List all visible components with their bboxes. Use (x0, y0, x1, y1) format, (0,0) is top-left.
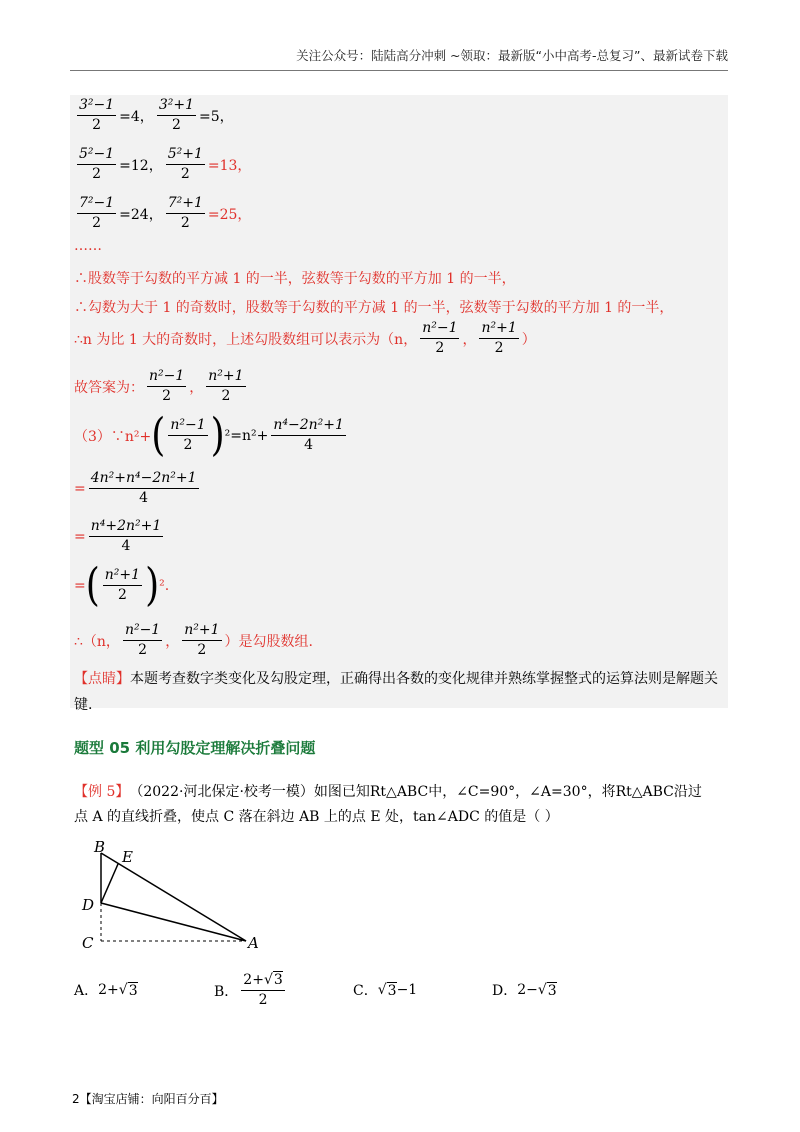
equation-step-1: = $\frac{\text{4n²+n⁴−2n²+1}}{4}$ (74, 470, 197, 506)
label-c: C (82, 934, 94, 952)
part-3-equation: （3）∵n²+ ( $\frac{\text{n²−1}}{2}$ ) ²=n²+ $\frac{\text{n⁴−2n²+1}}{4}$ (74, 409, 344, 461)
example-line-2: 点 A 的直线折叠，使点 C 落在斜边 AB 上的点 E 处，tan∠ADC 的值是（ ） (74, 809, 559, 825)
statement-3: ∴n 为比 1 大的奇数时，上述勾股数组可以表示为（n， $\frac{\text{n²−1}}{2}$ ， $\frac{\text{n²+1}}{2}$ ） (74, 320, 536, 356)
choice-c[interactable]: C． √ 3 −1 (353, 982, 418, 999)
calc-row-3: $\frac{\text{7²−1}}{2}$ =24， $\frac{\text{7²+1}}{2}$ =25， (79, 195, 252, 231)
section-title: 题型 05 利用勾股定理解决折叠问题 (74, 739, 316, 757)
tip-line-2: 键. (74, 697, 93, 713)
fraction-numerator: 3²−1 (77, 97, 116, 116)
tip-label: 【点睛】 (74, 671, 130, 687)
tip-line: 【点睛】 本题考查数字类变化及勾股定理，正确得出各数的变化规律并熟练掌握整式的运算法则是解题关 (74, 668, 718, 688)
answer-line: 故答案为： $\frac{\text{n²−1}}{2}$ ， $\frac{\text{n²+1}}{2}$ (74, 368, 244, 404)
page-header: 关注公众号：陆陆高分冲刺 ~领取：最新版“小中高考-总复习”、最新试卷下载 (296, 48, 728, 63)
example-line-1: 【例 5】 （2022·河北保定·校考一模）如图已知Rt△ABC中，∠C=90°，∠A=30°，将Rt△ABC沿过 (74, 781, 702, 801)
segment-de (101, 864, 118, 903)
calc-row-1: $\frac{\text{3²−1}}{2}$ =4， $\frac{\text{3²+1}}{2}$ =5， (79, 97, 234, 133)
choice-a[interactable]: A． 2+ √ 3 (74, 982, 138, 999)
header-divider (70, 70, 728, 71)
label-d: D (82, 896, 95, 914)
statement-2: ∴勾数为大于 1 的奇数时，股数等于勾数的平方减 1 的一半，弦数等于勾数的平方加 1 的一半， (74, 300, 674, 316)
label-a: A (248, 934, 259, 952)
example-label: 【例 5】 (74, 784, 130, 800)
choice-b[interactable]: B． $\frac{2+√3}{2}$ (214, 972, 283, 1008)
triangle-figure (76, 838, 276, 958)
conclusion: ∴（n， $\frac{\text{n²−1}}{2}$ ， $\frac{\text{n²+1}}{2}$ ）是勾股数组. (74, 622, 313, 658)
label-b: B (94, 838, 106, 856)
label-e: E (122, 848, 133, 866)
segment-da (101, 903, 246, 941)
equation-step-2: = $\frac{\text{n⁴+2n²+1}}{4}$ (74, 518, 162, 554)
equation-step-3: = ( $\frac{\text{n²+1}}{2}$ ) ². (74, 559, 170, 611)
page-footer: 2【淘宝店铺：向阳百分百】 (72, 1092, 224, 1106)
statement-1: ∴股数等于勾数的平方减 1 的一半，弦数等于勾数的平方加 1 的一半， (74, 271, 516, 287)
ellipsis: …… (74, 238, 102, 254)
segment-ba (101, 853, 246, 941)
choice-d[interactable]: D． 2− √ 3 (492, 982, 557, 999)
calc-row-2: $\frac{\text{5²−1}}{2}$ =12， $\frac{\text{5²+1}}{2}$ =13， (79, 146, 252, 182)
